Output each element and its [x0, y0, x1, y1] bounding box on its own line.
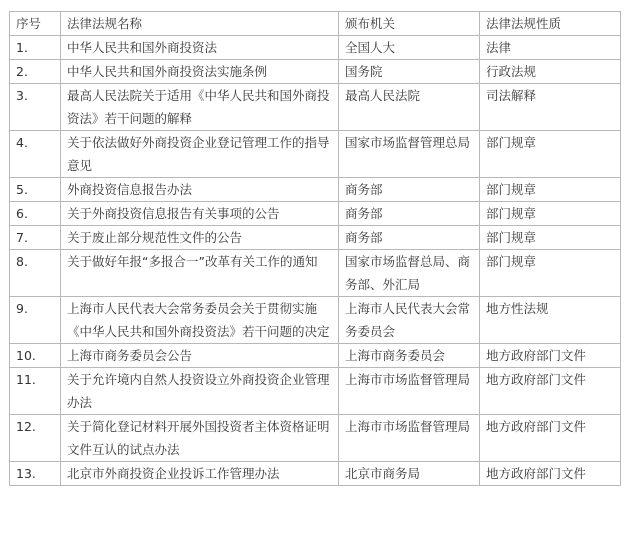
header-nature: 法律法规性质: [480, 12, 621, 36]
row-authority: 国家市场监督总局、商务部、外汇局: [339, 250, 480, 297]
row-authority: 上海市人民代表大会常务委员会: [339, 297, 480, 344]
row-number: 12.: [10, 415, 61, 462]
table-row: [10, 226, 621, 250]
row-number: 8.: [10, 250, 61, 297]
row-number: 5.: [10, 178, 61, 202]
table-header-row: [10, 12, 621, 36]
row-authority: 国务院: [339, 60, 480, 84]
row-nature: 部门规章: [480, 131, 621, 178]
row-nature: 部门规章: [480, 226, 621, 250]
row-number: 3.: [10, 84, 61, 131]
row-nature: 地方政府部门文件: [480, 368, 621, 415]
row-nature: 地方政府部门文件: [480, 462, 621, 486]
row-nature: 地方政府部门文件: [480, 415, 621, 462]
law-table: [9, 11, 621, 486]
row-number: 1.: [10, 36, 61, 60]
row-number: 10.: [10, 344, 61, 368]
table-row: [10, 84, 621, 131]
row-authority: 全国人大: [339, 36, 480, 60]
row-nature: 司法解释: [480, 84, 621, 131]
row-nature: 行政法规: [480, 60, 621, 84]
table-row: [10, 131, 621, 178]
header-law-name: 法律法规名称: [61, 12, 339, 36]
row-authority: 商务部: [339, 226, 480, 250]
row-number: 11.: [10, 368, 61, 415]
row-law-name: 最高人民法院关于适用《中华人民共和国外商投资法》若干问题的解释: [61, 84, 339, 131]
row-law-name: 外商投资信息报告办法: [61, 178, 339, 202]
row-nature: 部门规章: [480, 250, 621, 297]
row-nature: 部门规章: [480, 202, 621, 226]
row-authority: 上海市市场监督管理局: [339, 415, 480, 462]
table-row: [10, 250, 621, 297]
row-number: 13.: [10, 462, 61, 486]
row-law-name: 上海市商务委员会公告: [61, 344, 339, 368]
row-authority: 商务部: [339, 178, 480, 202]
row-nature: 法律: [480, 36, 621, 60]
row-number: 6.: [10, 202, 61, 226]
row-authority: 国家市场监督管理总局: [339, 131, 480, 178]
table-row: [10, 368, 621, 415]
row-law-name: 关于废止部分规范性文件的公告: [61, 226, 339, 250]
row-law-name: 关于简化登记材料开展外国投资者主体资格证明文件互认的试点办法: [61, 415, 339, 462]
table-row: [10, 202, 621, 226]
row-authority: 上海市商务委员会: [339, 344, 480, 368]
row-law-name: 中华人民共和国外商投资法: [61, 36, 339, 60]
row-number: 7.: [10, 226, 61, 250]
row-number: 4.: [10, 131, 61, 178]
row-authority: 上海市市场监督管理局: [339, 368, 480, 415]
table-row: [10, 36, 621, 60]
header-authority: 颁布机关: [339, 12, 480, 36]
law-table-container: [9, 11, 621, 486]
row-law-name: 关于依法做好外商投资企业登记管理工作的指导意见: [61, 131, 339, 178]
table-row: [10, 178, 621, 202]
row-law-name: 中华人民共和国外商投资法实施条例: [61, 60, 339, 84]
row-number: 2.: [10, 60, 61, 84]
table-row: [10, 344, 621, 368]
row-law-name: 关于做好年报“多报合一”改革有关工作的通知: [61, 250, 339, 297]
table-row: [10, 297, 621, 344]
table-row: [10, 415, 621, 462]
row-law-name: 上海市人民代表大会常务委员会关于贯彻实施《中华人民共和国外商投资法》若干问题的决定: [61, 297, 339, 344]
table-row: [10, 462, 621, 486]
row-law-name: 北京市外商投资企业投诉工作管理办法: [61, 462, 339, 486]
row-authority: 商务部: [339, 202, 480, 226]
table-row: [10, 60, 621, 84]
row-nature: 部门规章: [480, 178, 621, 202]
header-number: 序号: [10, 12, 61, 36]
row-law-name: 关于外商投资信息报告有关事项的公告: [61, 202, 339, 226]
row-nature: 地方性法规: [480, 297, 621, 344]
row-number: 9.: [10, 297, 61, 344]
row-nature: 地方政府部门文件: [480, 344, 621, 368]
row-authority: 北京市商务局: [339, 462, 480, 486]
row-law-name: 关于允许境内自然人投资设立外商投资企业管理办法: [61, 368, 339, 415]
row-authority: 最高人民法院: [339, 84, 480, 131]
